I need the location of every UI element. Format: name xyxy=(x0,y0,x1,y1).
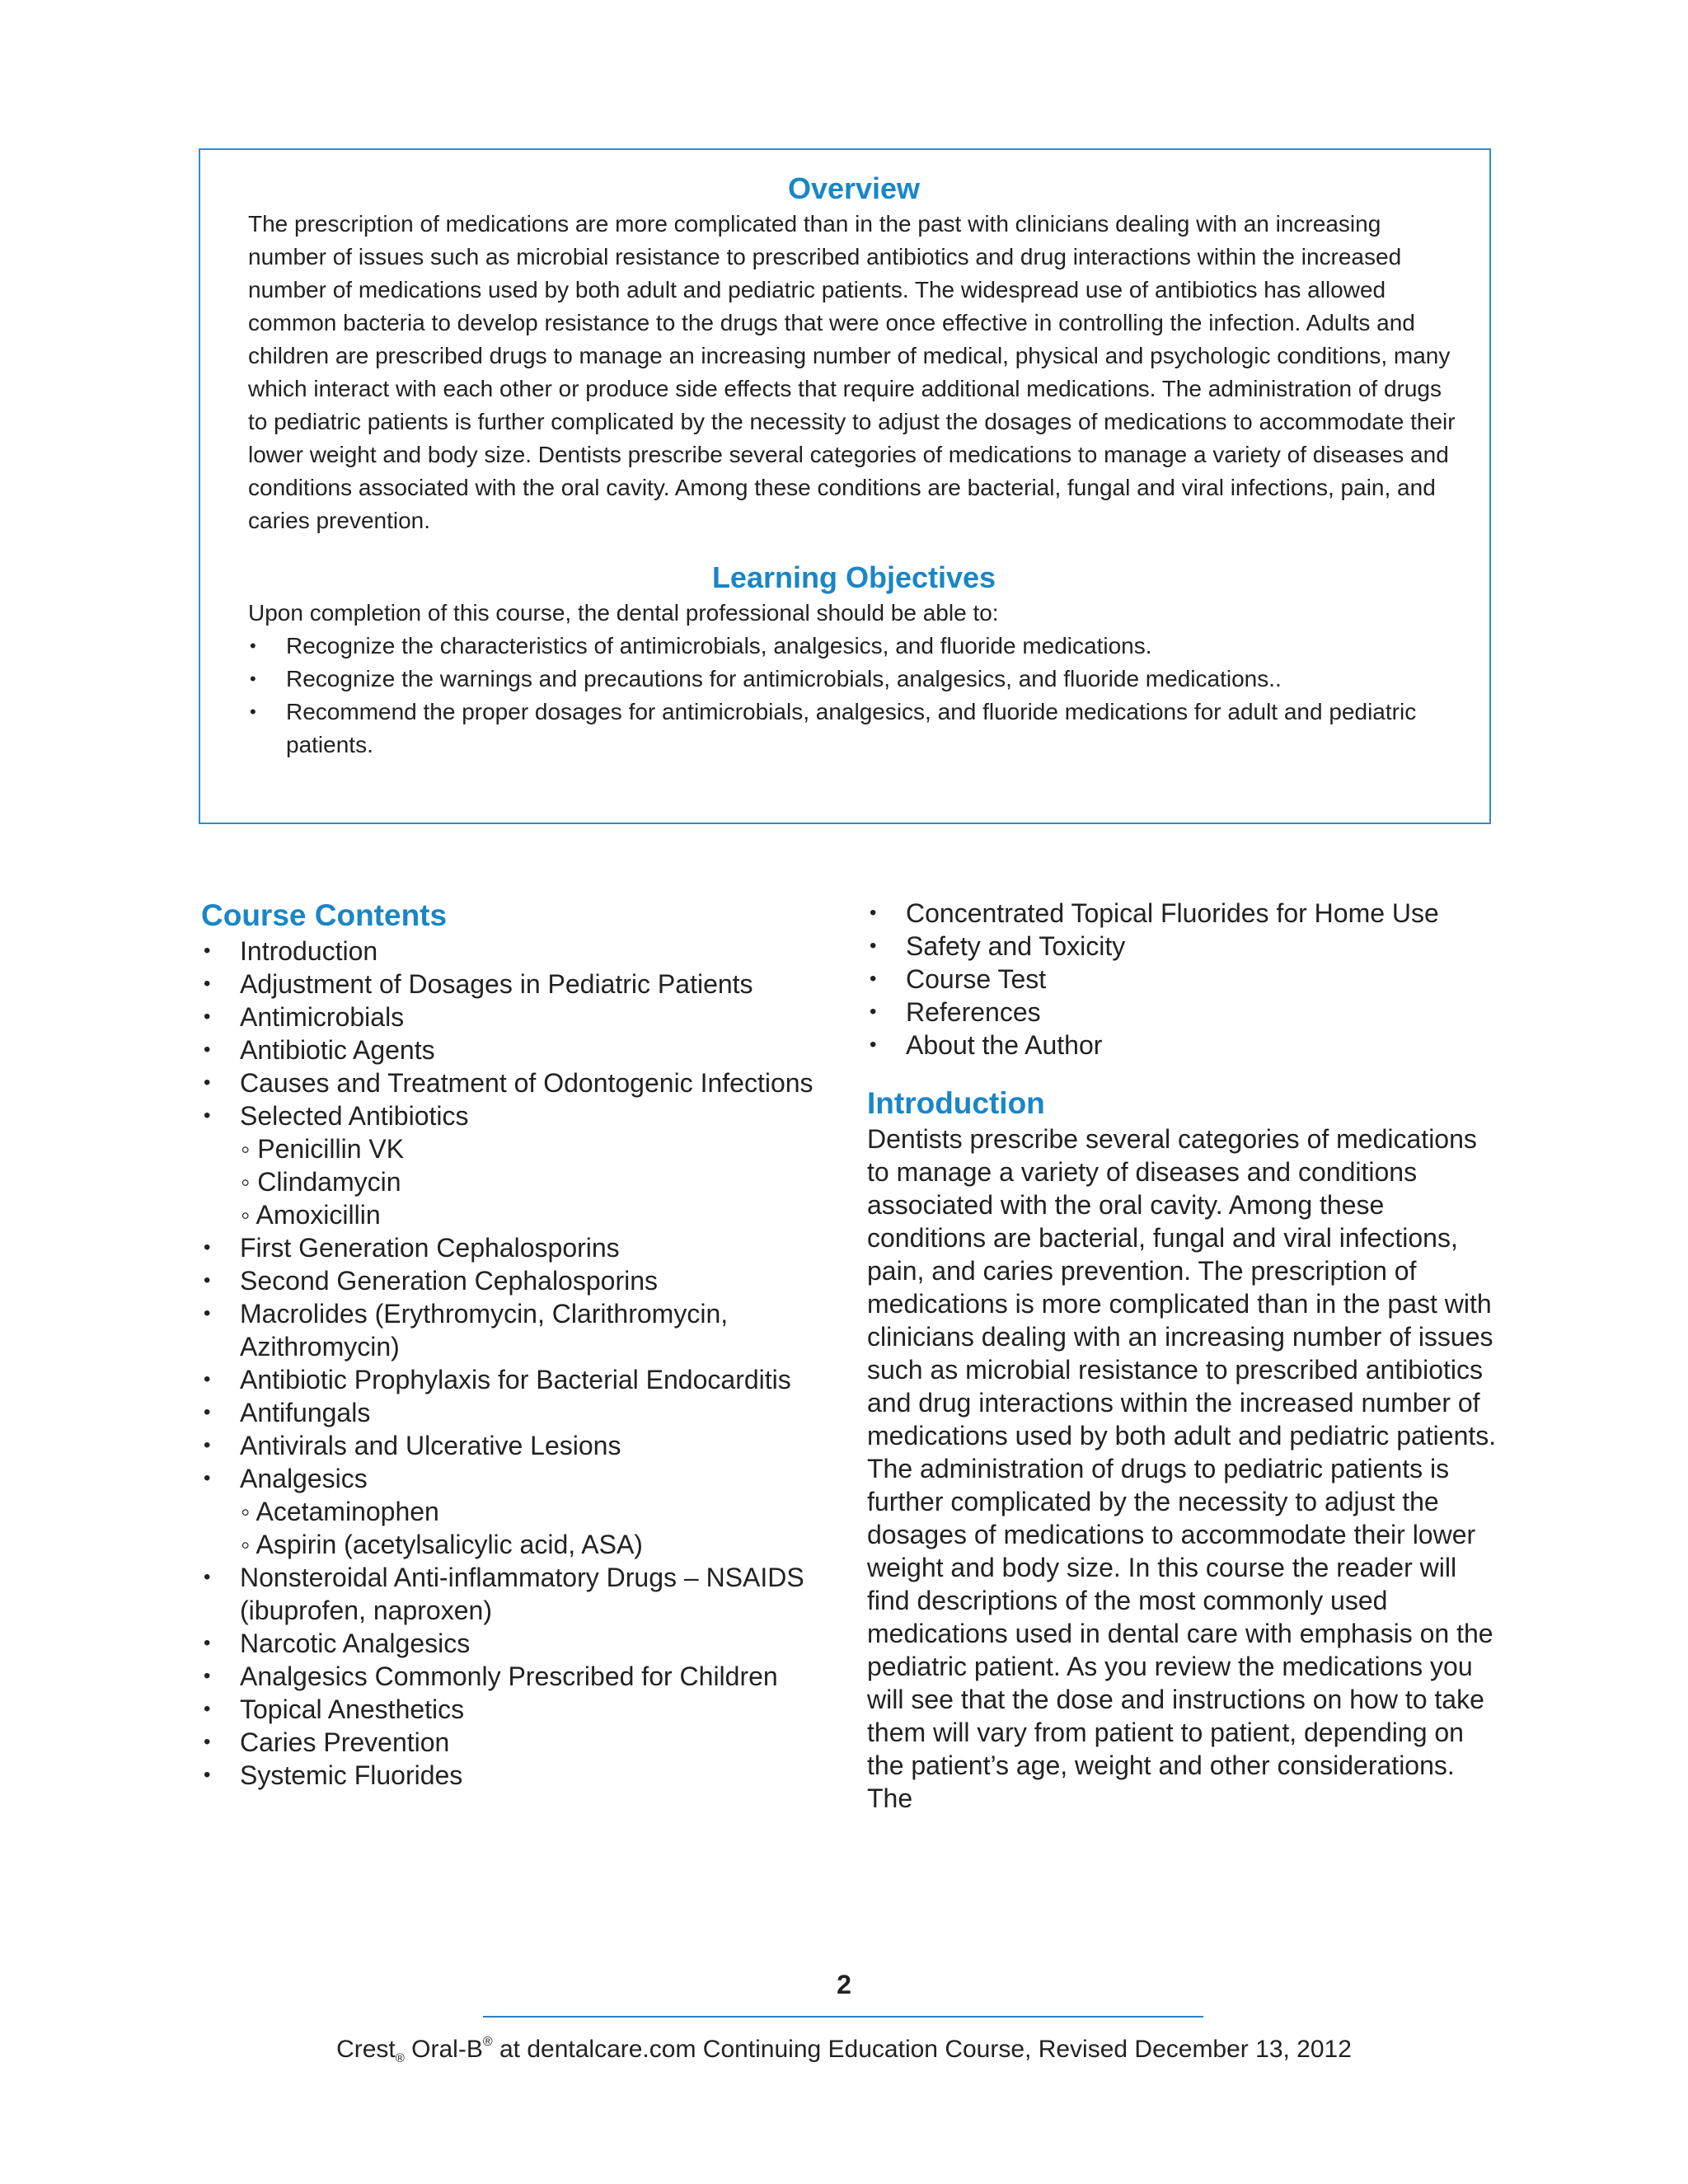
learning-objectives-list xyxy=(248,630,1460,762)
contents-item: • Macrolides (Erythromycin, Clarithromycin, Azithromycin) xyxy=(201,1297,828,1363)
contents-item: • Safety and Toxicity xyxy=(867,930,1502,963)
footer-divider xyxy=(483,2016,1203,2018)
contents-item: • Nonsteroidal Anti-inflammatory Drugs – NSAIDS (ibuprofen, naproxen) xyxy=(201,1561,828,1627)
contents-item: • References xyxy=(867,996,1502,1029)
contents-item: • Adjustment of Dosages in Pediatric Patients xyxy=(201,968,828,1001)
contents-subitem: ◦ Aspirin (acetylsalicylic acid, ASA) xyxy=(201,1528,828,1561)
footer-registered-mark: ® xyxy=(395,2051,405,2065)
footer-brand-crest: Crest xyxy=(336,2036,396,2063)
introduction-heading: Introduction xyxy=(867,1086,1045,1120)
footer xyxy=(0,2026,1688,2075)
footer-text: at dentalcare.com Continuing Education Course, Revised December 13, 2012 xyxy=(492,2036,1352,2063)
objective-item: • Recommend the proper dosages for antimicrobials, analgesics, and fluoride medications for adult and pediatric patients. xyxy=(248,696,1460,762)
overview-heading: Overview xyxy=(787,171,921,205)
overview-box xyxy=(199,148,1491,824)
contents-item: • First Generation Cephalosporins xyxy=(201,1231,828,1264)
overview-box-content xyxy=(248,170,1460,762)
contents-item: • Analgesics Commonly Prescribed for Children xyxy=(201,1660,828,1693)
contents-item: • Analgesics xyxy=(201,1462,828,1495)
contents-item: • Narcotic Analgesics xyxy=(201,1627,828,1660)
contents-subitem: ◦ Clindamycin xyxy=(201,1165,828,1198)
right-column xyxy=(867,897,1502,1815)
contents-item: • Antifungals xyxy=(201,1396,828,1429)
contents-item: • Introduction xyxy=(201,935,828,968)
course-contents-heading: Course Contents xyxy=(201,898,448,932)
contents-item: • Systemic Fluorides xyxy=(201,1759,828,1792)
contents-item: • Antibiotic Prophylaxis for Bacterial Endocarditis xyxy=(201,1363,828,1396)
learning-objectives-heading: Learning Objectives xyxy=(711,560,996,594)
footer-brand-oralb: Oral-B xyxy=(404,2036,483,2063)
contents-item: • Second Generation Cephalosporins xyxy=(201,1264,828,1297)
contents-item: • Antivirals and Ulcerative Lesions xyxy=(201,1429,828,1462)
contents-item: • Concentrated Topical Fluorides for Home Use xyxy=(867,897,1502,930)
course-contents-list-continued xyxy=(867,897,1502,1062)
contents-item: • Antimicrobials xyxy=(201,1001,828,1033)
contents-item: • Causes and Treatment of Odontogenic Infections xyxy=(201,1066,828,1099)
contents-subitem: ◦ Amoxicillin xyxy=(201,1198,828,1231)
left-column xyxy=(201,897,828,1792)
introduction-text: Dentists prescribe several categories of medications to manage a variety of diseases and conditions associated with the oral cavity. Among these conditions are bacterial, fungal and viral infections, pain, and caries prevention. The prescription of medications is more complicated than in the past with clinicians dealing with an increasing number of issues such as microbial resistance to prescribed antibiotics and drug interactions within the increased number of medications used by both adult and pediatric patients. The administration of drugs to pediatric patients is further complicated by the necessity to adjust the dosages of medications to accommodate their lower weight and body size. In this course the reader will find descriptions of the most commonly used medications used in dental care with emphasis on the pediatric patient. As you review the medications you will see that the dose and instructions on how to take them will vary from patient to patient, depending on the patient’s age, weight and other considerations. The xyxy=(867,1124,1497,1813)
contents-subitem: ◦ Acetaminophen xyxy=(201,1495,828,1528)
overview-text: The prescription of medications are more complicated than in the past with clinicians dealing with an increasing number of issues such as microbial resistance to prescribed antibiotics and drug interactions within the increased number of medications used by both adult and pediatric patients. The widespread use of antibiotics has allowed common bacteria to develop resistance to the drugs that were once effective in controlling the infection. Adults and children are prescribed drugs to manage an increasing number of medical, physical and psychologic conditions, many which interact with each other or produce side effects that require additional medications. The administration of drugs to pediatric patients is further complicated by the necessity to adjust the dosages of medications to accommodate their lower weight and body size. Dentists prescribe several categories of medications to manage a variety of diseases and conditions associated with the oral cavity. Among these conditions are bacterial, fungal and viral infections, pain, and caries prevention. xyxy=(248,211,1456,533)
objective-item: • Recognize the warnings and precautions for antimicrobials, analgesics, and fluoride medications.. xyxy=(248,663,1460,696)
page-number: 2 xyxy=(837,1970,851,1999)
course-contents-list xyxy=(201,935,828,1792)
objective-item: • Recognize the characteristics of antimicrobials, analgesics, and fluoride medications. xyxy=(248,630,1460,663)
contents-item: • About the Author xyxy=(867,1029,1502,1062)
contents-subitem: ◦ Penicillin VK xyxy=(201,1132,828,1165)
contents-item: • Topical Anesthetics xyxy=(201,1693,828,1726)
contents-item: • Caries Prevention xyxy=(201,1726,828,1759)
contents-item: • Selected Antibiotics xyxy=(201,1099,828,1132)
contents-item: • Antibiotic Agents xyxy=(201,1033,828,1066)
contents-item: • Course Test xyxy=(867,963,1502,996)
footer-registered-mark: ® xyxy=(482,2035,493,2049)
learning-objectives-intro: Upon completion of this course, the dental professional should be able to: xyxy=(248,600,999,626)
